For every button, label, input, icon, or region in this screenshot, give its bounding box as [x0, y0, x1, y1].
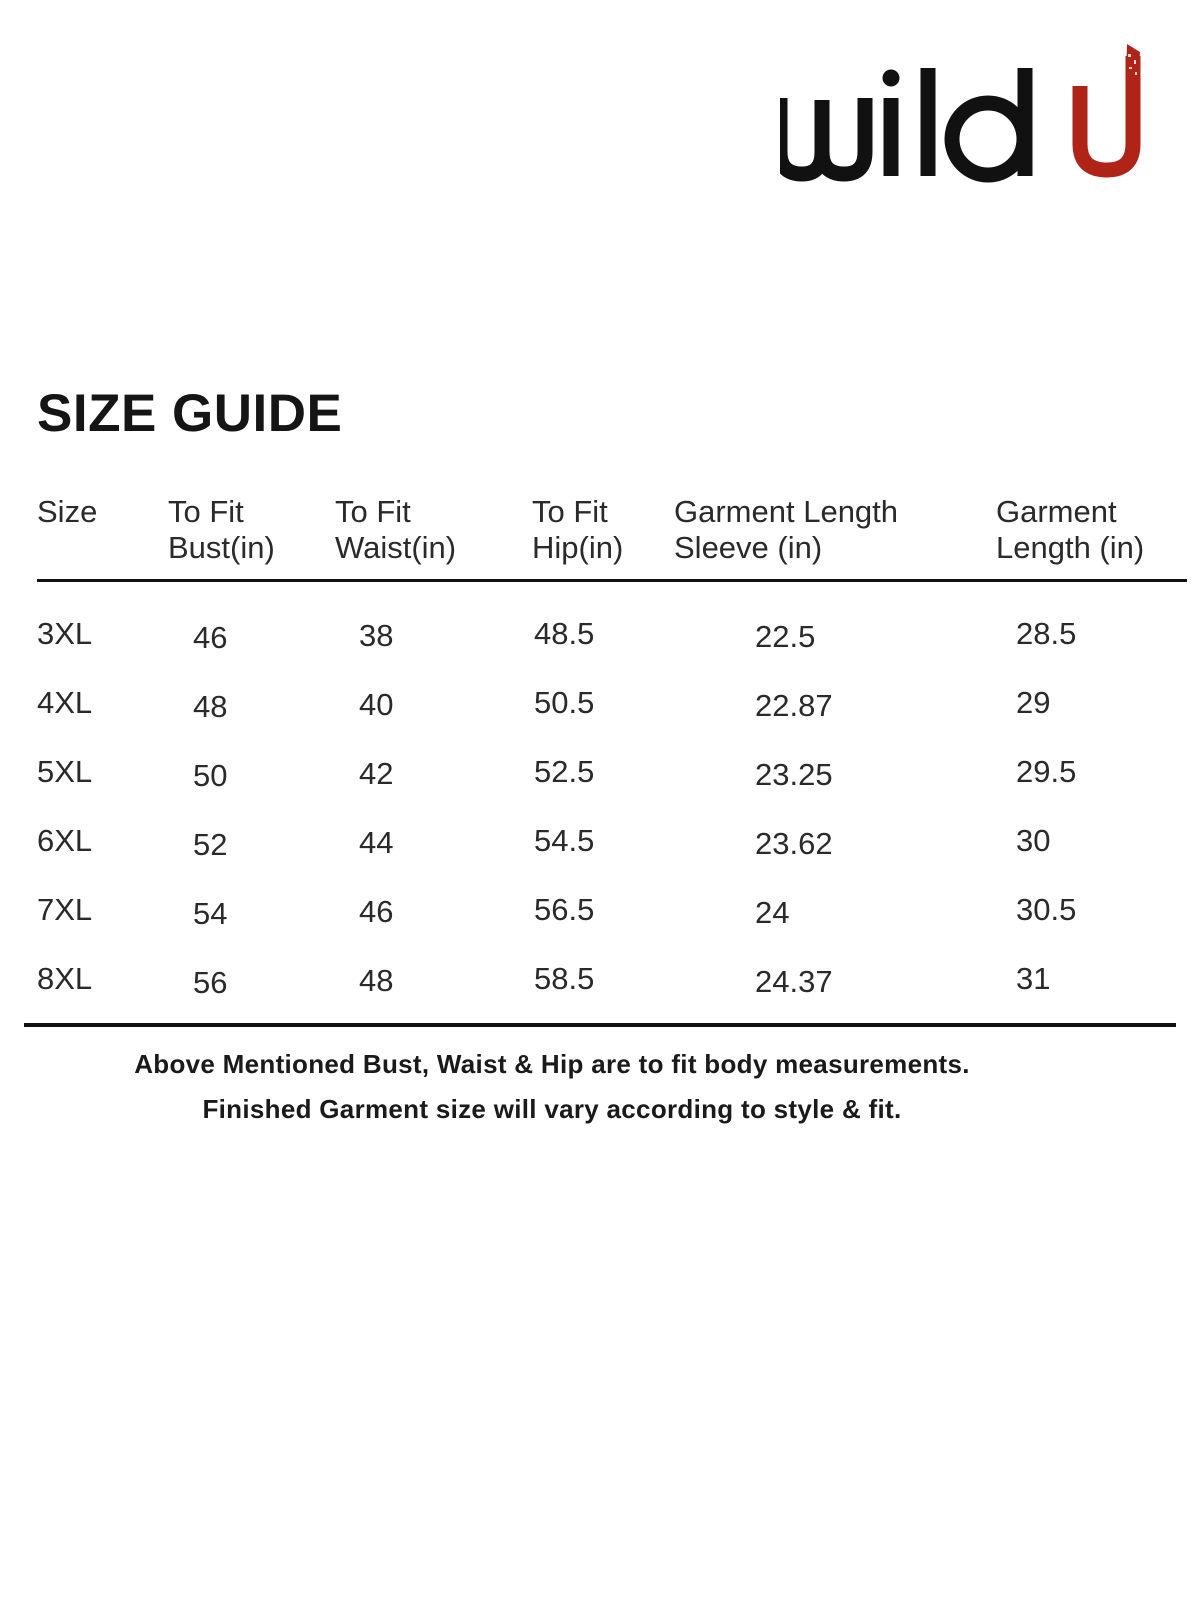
column-header-sleeve: Garment Length Sleeve (in) — [674, 494, 899, 565]
hip-cell: 52.5 — [534, 754, 595, 789]
size-cell: 8XL — [37, 961, 93, 996]
waist-cell: 42 — [359, 756, 394, 791]
length-cell: 28.5 — [1016, 616, 1077, 651]
page-title: SIZE GUIDE — [37, 384, 343, 443]
sleeve-cell: 24 — [755, 895, 790, 930]
length-cell: 29.5 — [1016, 754, 1077, 789]
bust-cell: 56 — [193, 965, 228, 1000]
sleeve-cell: 23.62 — [755, 826, 833, 861]
length-cell: 31 — [1016, 961, 1051, 996]
bust-cell: 54 — [193, 896, 228, 931]
sleeve-cell: 23.25 — [755, 757, 833, 792]
bust-cell: 52 — [193, 827, 228, 862]
sleeve-cell: 22.5 — [755, 619, 816, 654]
length-cell: 30.5 — [1016, 892, 1077, 927]
waist-cell: 46 — [359, 894, 394, 929]
length-cell: 29 — [1016, 685, 1051, 720]
table-bottom-divider — [24, 1023, 1176, 1027]
footnote-garment-size: Finished Garment size will vary according to style & fit. — [202, 1094, 902, 1124]
waist-cell: 48 — [359, 963, 394, 998]
hip-cell: 54.5 — [534, 823, 595, 858]
size-cell: 3XL — [37, 616, 93, 651]
column-header-length: Garment Length (in) — [996, 494, 1145, 565]
size-cell: 6XL — [37, 823, 93, 858]
bust-cell: 50 — [193, 758, 228, 793]
hip-cell: 50.5 — [534, 685, 595, 720]
header-divider — [37, 579, 1187, 582]
size-cell: 7XL — [37, 892, 93, 927]
sleeve-cell: 22.87 — [755, 688, 833, 723]
length-cell: 30 — [1016, 823, 1051, 858]
footnote-body-measurements: Above Mentioned Bust, Waist & Hip are to fit body measurements. — [134, 1049, 970, 1079]
column-header-waist: To Fit Waist(in) — [335, 494, 457, 565]
bust-cell: 48 — [193, 689, 228, 724]
waist-cell: 38 — [359, 618, 394, 653]
sleeve-cell: 24.37 — [755, 964, 833, 999]
column-header-hip: To Fit Hip(in) — [532, 494, 624, 565]
size-cell: 5XL — [37, 754, 93, 789]
size-cell: 4XL — [37, 685, 93, 720]
hip-cell: 48.5 — [534, 616, 595, 651]
bust-cell: 46 — [193, 620, 228, 655]
column-header-size: Size — [37, 494, 98, 529]
column-header-bust: To Fit Bust(in) — [168, 494, 275, 565]
waist-cell: 40 — [359, 687, 394, 722]
hip-cell: 56.5 — [534, 892, 595, 927]
hip-cell: 58.5 — [534, 961, 595, 996]
waist-cell: 44 — [359, 825, 394, 860]
